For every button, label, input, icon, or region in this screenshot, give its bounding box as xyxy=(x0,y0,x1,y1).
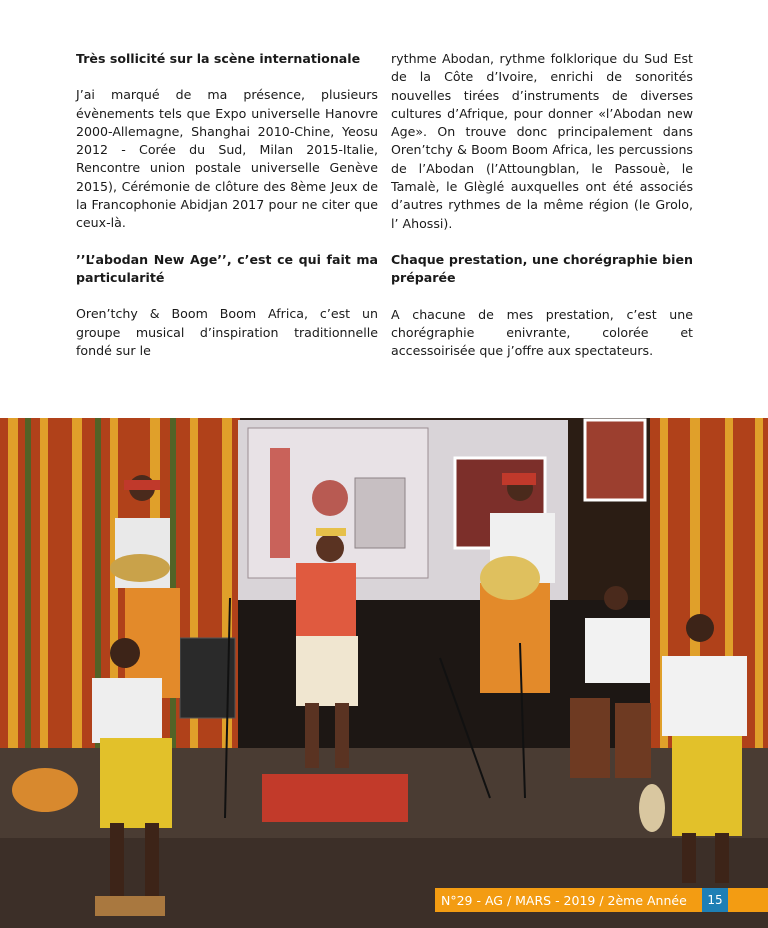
article-column-left xyxy=(76,50,378,378)
section-heading: Chaque prestation, une chorégraphie bien préparée xyxy=(391,251,693,286)
paragraph: A chacune de mes prestation, c’est une chorégraphie enivrante, colorée et accessoirisée que j’offre aux spectateurs. xyxy=(391,306,693,359)
stage-performance-photo xyxy=(0,418,768,928)
issue-footer-bar xyxy=(435,888,768,912)
paragraph: rythme Abodan, rythme folklorique du Sud Est de la Côte d’Ivoire, enrichi de sonorités nouvelles tirées d’instruments de diverses cultures d’Afrique, pour donner «l’Abodan new Age». On trouve donc principalement dans Oren’tchy & Boom Boom Africa, les percussions de l’Abodan (l’Attoungblan, le Passouè, le Tamalè, le Glèglé auxquelles ont été associés d’autres rythmes de la même région (le Grolo, l’ Ahossi). xyxy=(391,51,693,231)
article-column-right xyxy=(391,50,693,378)
section-heading: Très sollicité sur la scène internationale xyxy=(76,51,361,66)
section-heading: ’’L’abodan New Age’’, c’est ce qui fait ma particularité xyxy=(76,251,378,285)
paragraph: J’ai marqué de ma présence, plusieurs évènements tels que Expo universelle Hanovre 2000-Allemagne, Shanghai 2010-Chine, Yeosu 2012 - Corée du Sud, Milan 2015-Italie, Rencontre union postale universelle Genève 2015), Cérémonie de clôture des 8ème Jeux de la Francophonie Abidjan 2017 pour ne citer que ceux-là. xyxy=(76,87,378,231)
issue-info: N°29 - AG / MARS - 2019 / 2ème Année xyxy=(441,892,687,908)
page-number-badge: 15 xyxy=(702,888,728,912)
paragraph: Oren’tchy & Boom Boom Africa, c’est un groupe musical d’inspiration traditionnelle fondé sur le xyxy=(76,306,378,358)
